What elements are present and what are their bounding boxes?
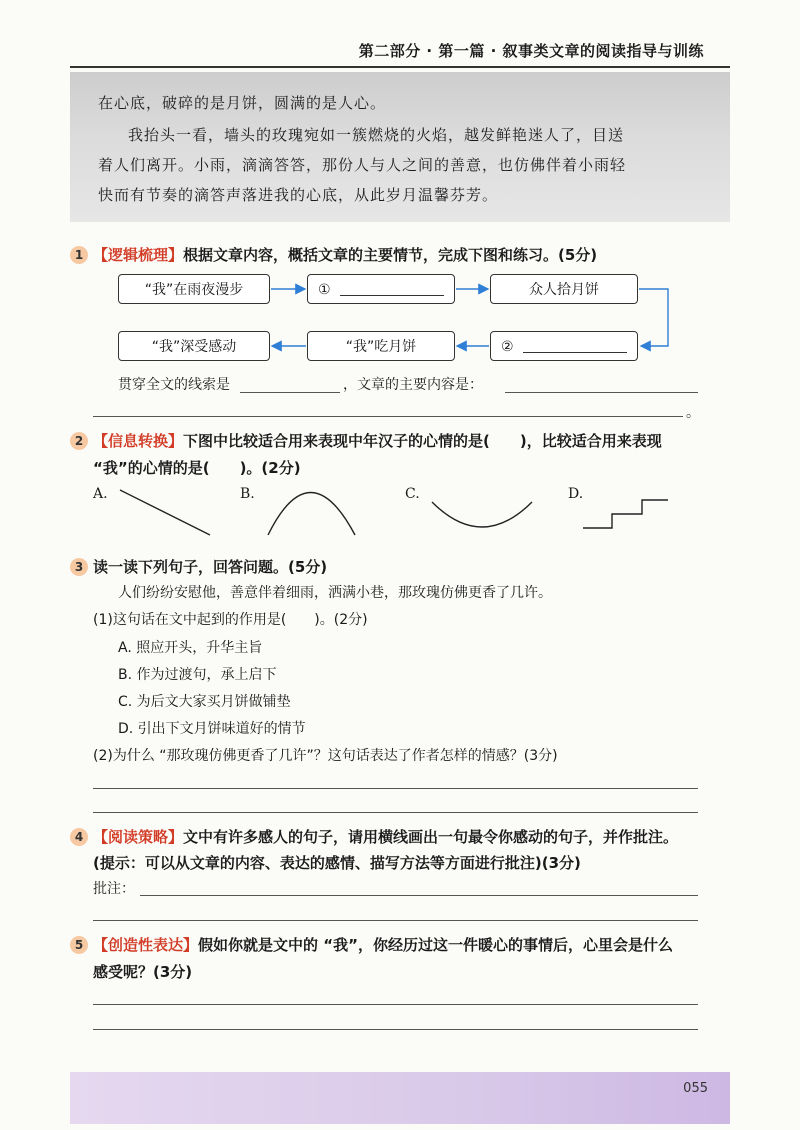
content-answer-line-1[interactable] — [505, 392, 698, 393]
note-line-1[interactable] — [140, 895, 698, 896]
question-3-sentence: 人们纷纷安慰他，善意伴着细雨，洒满小巷，那玫瑰仿佛更香了几许。 — [118, 585, 552, 601]
clue-answer-line[interactable] — [240, 392, 340, 393]
mood-curves — [0, 480, 800, 540]
option-c-label: C. — [405, 486, 420, 502]
curve-d-steps[interactable] — [583, 500, 668, 528]
question-3-badge: 3 — [70, 558, 88, 576]
question-2-prompt-line-1 — [93, 430, 662, 451]
question-5-prompt-line-2: 感受呢？(3分) — [93, 963, 193, 981]
question-2-tag: 【信息转换】 — [93, 432, 184, 450]
question-4-prompt-line-1 — [93, 826, 678, 847]
flow-box-eat-mooncake: “我”吃月饼 — [307, 331, 455, 361]
flow-arrows — [0, 0, 800, 400]
curve-b-arch[interactable] — [268, 493, 355, 536]
question-1-badge: 1 — [70, 246, 88, 264]
passage-line-2: 我抬头一看，墙头的玫瑰宛如一簇燃烧的火焰，越发鲜艳迷人了，目送 — [128, 126, 625, 144]
curve-c-valley[interactable] — [432, 502, 532, 527]
page-header-title: 第二部分 · 第一篇 · 叙事类文章的阅读指导与训练 — [358, 42, 704, 60]
question-5-tag: 【创造性表达】 — [93, 936, 199, 954]
passage-line-3: 着人们离开。小雨，滴滴答答，那份人与人之间的善意，也仿佛伴着小雨轻 — [98, 156, 627, 174]
question-2-badge: 2 — [70, 432, 88, 450]
question-1-tag: 【逻辑梳理】 — [93, 246, 184, 264]
flow-box-moved: “我”深受感动 — [118, 331, 270, 361]
arrow-3 — [639, 289, 668, 346]
passage-line-4: 快而有节奏的滴答声落进我的心底，从此岁月温馨芬芳。 — [98, 186, 499, 204]
option-b-label: B. — [240, 486, 255, 502]
q3-answer-line-2[interactable] — [93, 812, 698, 813]
passage-line-1: 在心底，破碎的是月饼，圆满的是人心。 — [98, 94, 387, 112]
flow-box-walk: “我”在雨夜漫步 — [118, 274, 270, 304]
question-4-tag: 【阅读策略】 — [93, 828, 184, 846]
question-4-badge: 4 — [70, 828, 88, 846]
flow-box-pick-mooncake: 众人拾月饼 — [490, 274, 638, 304]
question-5-prompt-line-1 — [93, 934, 673, 955]
question-3-sub-2: (2)为什么 “那玫瑰仿佛更香了几许”？这句话表达了作者怎样的情感？(3分) — [93, 748, 558, 764]
q5-answer-line-2[interactable] — [93, 1029, 698, 1030]
choice-c[interactable]: C. 为后文大家买月饼做铺垫 — [118, 694, 291, 710]
choice-b[interactable]: B. 作为过渡句，承上启下 — [118, 667, 277, 683]
question-4-prompt-line-2: (提示：可以从文章的内容、表达的感情、描写方法等方面进行批注)(3分) — [93, 854, 581, 872]
option-d-label: D. — [568, 486, 584, 502]
clue-label: 贯穿全文的线索是 — [118, 377, 230, 393]
question-2-text-1: 下图中比较适合用来表现中年汉子的心情的是( )，比较适合用来表现 — [183, 432, 662, 450]
content-end-mark: 。 — [686, 405, 700, 421]
question-3-sub-1: (1)这句话在文中起到的作用是( )。(2分) — [93, 612, 368, 628]
question-2-prompt-line-2: “我”的心情的是( )。(2分) — [93, 459, 301, 477]
q5-answer-line-1[interactable] — [93, 1004, 698, 1005]
note-line-2[interactable] — [93, 920, 698, 921]
content-answer-line-2[interactable] — [93, 416, 683, 417]
question-3-prompt: 读一读下列句子，回答问题。(5分) — [93, 558, 328, 576]
blank-1-marker: ① — [318, 282, 331, 298]
option-a-label: A. — [93, 486, 108, 502]
question-1-text: 根据文章内容，概括文章的主要情节，完成下图和练习。(5分) — [183, 246, 598, 264]
question-5-text-1: 假如你就是文中的 “我”，你经历过这一件暖心的事情后，心里会是什么 — [198, 936, 673, 954]
content-label: ，文章的主要内容是： — [343, 377, 483, 393]
footer-band — [70, 1072, 730, 1124]
note-label: 批注： — [93, 881, 135, 897]
question-5-badge: 5 — [70, 936, 88, 954]
choice-d[interactable]: D. 引出下文月饼味道好的情节 — [118, 721, 306, 737]
page-number: 055 — [683, 1081, 708, 1096]
question-4-text-1: 文中有许多感人的句子，请用横线画出一句最令你感动的句子，并作批注。 — [183, 828, 679, 846]
blank-2-marker: ② — [501, 339, 514, 355]
curve-a-descending[interactable] — [120, 490, 210, 535]
q3-answer-line-1[interactable] — [93, 788, 698, 789]
choice-a[interactable]: A. 照应开头，升华主旨 — [118, 640, 263, 656]
